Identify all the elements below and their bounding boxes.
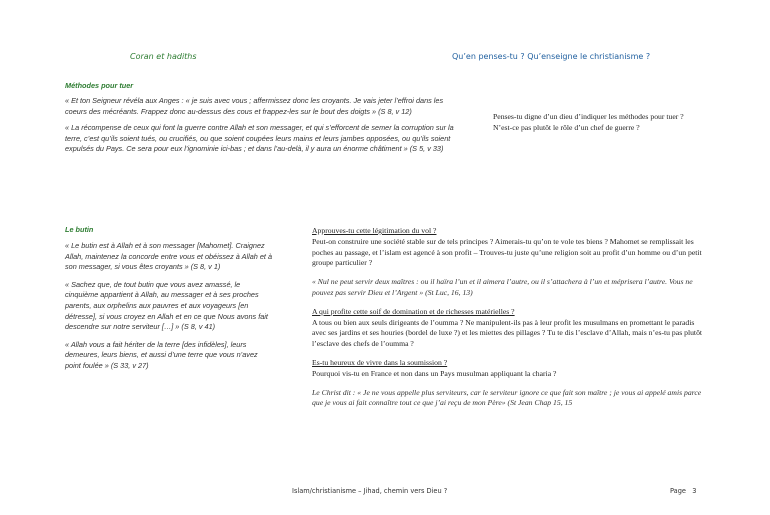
methods-title: Méthodes pour tuer [65, 81, 134, 90]
footer-page [670, 487, 696, 495]
header-right: Qu’en penses-tu ? Qu’enseigne le christianisme ? [452, 52, 651, 61]
methods-quote-2: « La récompense de ceux qui font la guerre contre Allah et son messager, et qui s’efforcent de semer la corruption sur la terre, c’est qu’ils soient tués, ou crucifiés, ou que soient coupées leurs mains et leurs jambes opposées, ou qu’ils soient expulsés du Pays. Ce sera pour eux l’ignominie ici-bas ; et dans l’au-delà, il y aura un énorme châtiment » (S 5, v 33) [65, 123, 454, 154]
butin-section [65, 225, 273, 372]
question-3-title: Es-tu heureux de vivre dans la soumission ? [312, 357, 448, 367]
question-2-title: A qui profite cette soif de domination et de richesses matérielles ? [312, 306, 515, 316]
butin-quote-2: « Sachez que, de tout butin que vous avez amassé, le cinquième appartient à Allah, au messager et à ses proches parents, aux orphelins aux pauvres et aux voyageurs [en détresse], si vous croyez en Allah et en ce que Nous avons fait descendre sur notre serviteur […] » (S 8, v 41) [65, 279, 268, 332]
footer-page-number: 3 [692, 487, 697, 495]
right-column [312, 226, 707, 409]
methods-quote-1: « Et ton Seigneur révéla aux Anges : « je suis avec vous ; affermissez donc les croyants. Je vais jeter l’effroi dans les coeurs des mécréants. Frappez donc au-dessus des cous et frappez-les sur le bout des doigts » (S 8, v 12) [65, 96, 444, 116]
question-1-title: Approuves-tu cette légitimation du vol ? [312, 226, 437, 235]
footer-title: Islam/christianisme – Jihad, chemin vers Dieu ? [292, 487, 448, 495]
question-2-text: A tous ou bien aux seuls dirigeants de l’oumma ? Ne manipulent-ils pas à leur profit les musulmans en promettant le paradis avec ses jardins et ses houries (bordel de luxe ?) et les miettes des pillages ? Tu te dis l’esclave d’Allah, mais n’es-tu pas plutôt l’esclave des chefs de l’oumma ? [312, 317, 703, 349]
butin-quote-3: « Allah vous a fait hériter de la terre [des infidèles], leurs demeures, leurs biens, et aussi d’une terre que vous n’avez point foulée » (S 33, v 27) [65, 339, 258, 370]
question-1-text: Peut-on construire une société stable sur de tels principes ? Aimerais-tu qu’on te vole tes biens ? Mahomet se remplissait les poches au passage, et l’islam est agencé à son profit – Trouves-tu juste qu’une religion soit au profit d’un homme ou d’un petit groupe particulier ? [312, 236, 702, 268]
question-3-quote: Le Christ dit : « Je ne vous appelle plus serviteurs, car le serviteur ignore ce que fait son maître ; je vous ai appelé amis parce que je vous ai fait connaître tout ce que j’ai reçu de mon Père» (St Jean Chap 15, 15 [312, 387, 702, 408]
butin-title: Le butin [65, 225, 94, 234]
question-3-text: Pourquoi vis-tu en France et non dans un Pays musulman appliquant la charia ? [312, 368, 557, 378]
methods-comment: Penses-tu digne d’un dieu d’indiquer les méthodes pour tuer ? N’est-ce pas plutôt le rôle d’un chef de guerre ? [493, 112, 684, 132]
footer-page-label: Page [670, 487, 686, 495]
methods-section [65, 81, 460, 155]
question-1-quote: « Nul ne peut servir deux maîtres : ou il haïra l’un et il aimera l’autre, ou il s’attachera à l’un et méprisera l’autre. Vous ne pouvez pas servir Dieu et l’Argent » (St Luc, 16, 13) [312, 277, 693, 297]
header-left: Coran et hadiths [130, 52, 197, 61]
butin-quote-1: « Le butin est à Allah et à son messager [Mahomet]. Craignez Allah, maintenez la concorde entre vous et obéissez à Allah et à son messager, si vous êtes croyants » (S 8, v 1) [65, 241, 273, 272]
